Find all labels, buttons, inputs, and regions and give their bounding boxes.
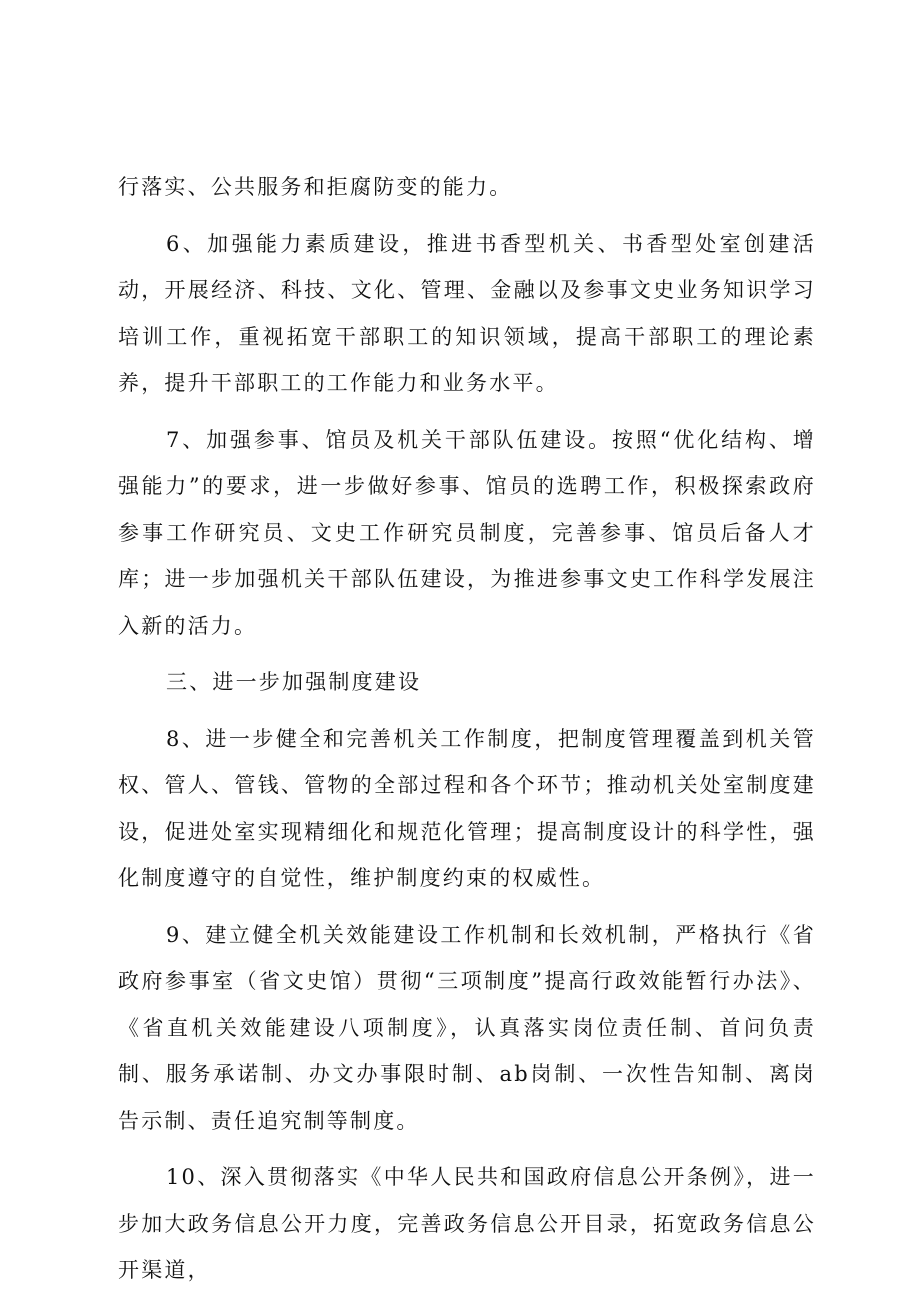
paragraph-item-7: 7、加强参事、馆员及机关干部队伍建设。按照“优化结构、增强能力”的要求，进一步做好参事、馆员的选聘工作，积极探索政府参事工作研究员、文史工作研究员制度，完善参事、馆员后备人才库；进一步加强机关干部队伍建设，为推进参事文史工作科学发展注入新的活力。 [118,427,816,638]
paragraph-item-9: 9、建立健全机关效能建设工作机制和长效机制，严格执行《省政府参事室（省文史馆）贯彻“三项制度”提高行政效能暂行办法》、《省直机关效能建设八项制度》，认真落实岗位责任制、首问负责制、服务承诺制、办文办事限时制、ab岗制、一次性告知制、离岗告示制、责任追究制等制度。 [118,922,816,1133]
section-heading-3: 三、进一步加强制度建设 [166,670,422,694]
paragraph-item-10: 10、深入贯彻落实《中华人民共和国政府信息公开条例》，进一步加大政务信息公开力度，完善政务信息公开目录，拓宽政务信息公开渠道， [118,1165,816,1282]
paragraph-item-8: 8、进一步健全和完善机关工作制度，把制度管理覆盖到机关管权、管人、管钱、管物的全部过程和各个环节；推动机关处室制度建设，促进处室实现精细化和规范化管理；提高制度设计的科学性，强化制度遵守的自觉性，维护制度约束的权威性。 [118,726,816,890]
paragraph-item-6: 6、加强能力素质建设，推进书香型机关、书香型处室创建活动，开展经济、科技、文化、管理、金融以及参事文史业务知识学习培训工作，重视拓宽干部职工的知识领域，提高干部职工的理论素养，提升干部职工的工作能力和业务水平。 [118,231,816,395]
paragraph-continuation: 行落实、公共服务和拒腐防变的能力。 [118,175,513,199]
document-body [118,164,816,1304]
